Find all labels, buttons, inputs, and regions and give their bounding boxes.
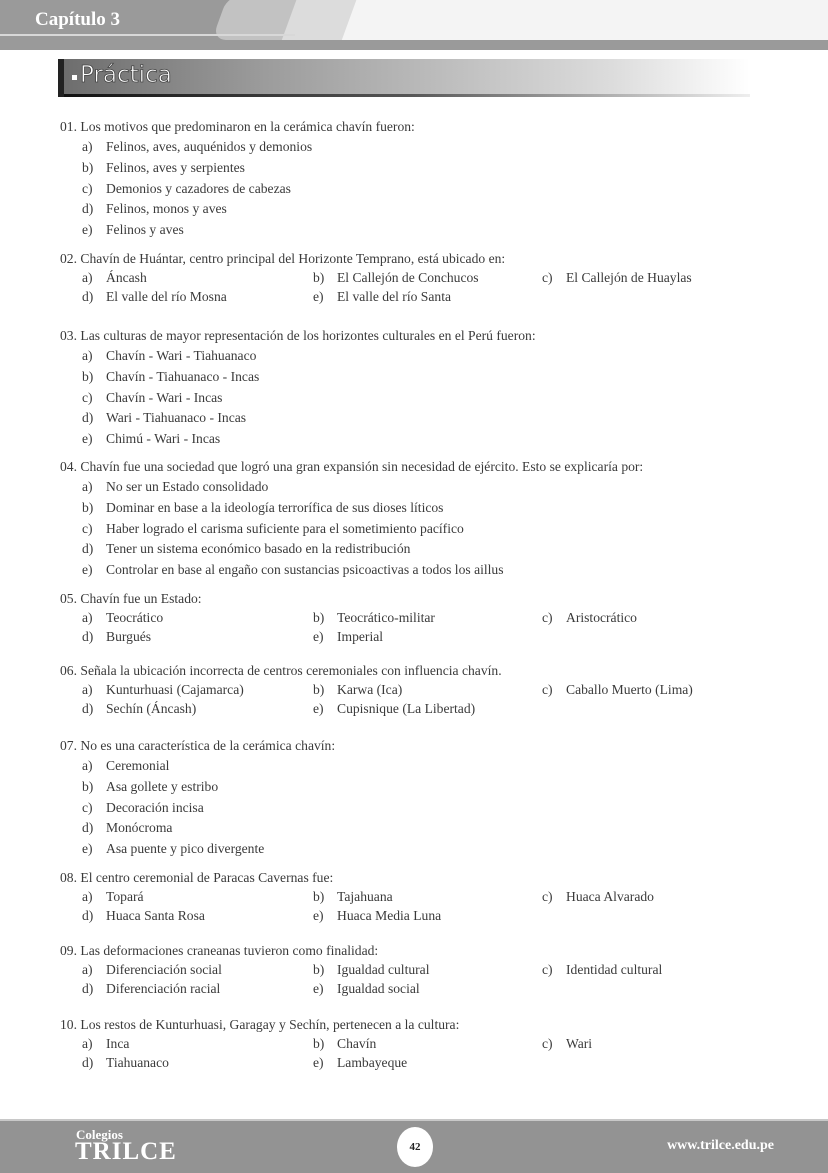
answer-option [542, 960, 662, 979]
option-letter: b) [82, 368, 94, 384]
option-text: Aristocrático [566, 610, 637, 625]
answer-option [82, 777, 218, 796]
option-text: Decoración incisa [106, 799, 204, 815]
answer-option [82, 268, 147, 287]
answer-option [313, 979, 420, 998]
option-text: Haber logrado el carisma suficiente para el sometimiento pacífico [106, 520, 464, 536]
option-text: Identidad cultural [566, 962, 663, 977]
bullet-icon [72, 75, 77, 80]
question [60, 736, 760, 857]
option-letter: a) [82, 479, 93, 494]
option-text: El Callejón de Conchucos [337, 270, 479, 285]
option-text: Tiahuanaco [106, 1054, 169, 1070]
option-text: Felinos y aves [106, 222, 184, 238]
answer-option [82, 220, 184, 239]
answer-option [313, 627, 383, 646]
option-text: Chavín - Wari - Tiahuanaco [106, 348, 257, 363]
question-stem: 04. Chavín fue una sociedad que logró una gran expansión sin necesidad de ejército. Esto se explicaría por: [60, 459, 644, 474]
option-letter: e) [82, 562, 93, 578]
page-footer [0, 1119, 828, 1173]
option-letter: d) [82, 820, 94, 836]
option-text: Felinos, aves, auquénidos y demonios [106, 139, 313, 154]
answer-option [313, 960, 429, 979]
option-letter: e) [313, 628, 324, 644]
answer-option [82, 367, 259, 386]
option-text: Chavín - Wari - Incas [106, 389, 223, 405]
question-stem: 07. No es una característica de la cerámica chavín: [60, 738, 336, 753]
answer-option [82, 408, 246, 427]
option-letter: e) [82, 841, 93, 857]
answer-option [82, 979, 220, 998]
option-text: Topará [106, 889, 144, 904]
option-text: Tener un sistema económico basado en la redistribución [106, 541, 411, 557]
option-letter: d) [82, 1054, 94, 1070]
option-letter: b) [313, 610, 325, 625]
answer-option [82, 887, 144, 906]
option-letter: b) [313, 1036, 325, 1051]
option-text: El valle del río Santa [337, 288, 452, 304]
answer-option [313, 608, 435, 627]
option-text: Chavín [337, 1036, 377, 1051]
answer-option [313, 906, 441, 925]
option-text: Felinos, monos y aves [106, 201, 227, 217]
answer-option [542, 1034, 592, 1053]
option-letter: a) [82, 1036, 93, 1051]
question [60, 941, 760, 996]
option-letter: c) [82, 389, 93, 405]
option-letter: b) [82, 159, 94, 175]
option-letter: e) [313, 288, 324, 304]
answer-option [313, 268, 479, 287]
option-letter: d) [82, 201, 94, 217]
option-letter: c) [82, 520, 93, 536]
header-divider [0, 34, 295, 36]
option-letter: c) [542, 270, 553, 285]
answer-option [82, 287, 227, 306]
option-letter: e) [313, 980, 324, 996]
option-text: Monócroma [106, 820, 173, 836]
website-url: www.trilce.edu.pe [667, 1138, 774, 1153]
option-letter: d) [82, 628, 94, 644]
answer-option [82, 756, 169, 775]
question-stem: 01. Los motivos que predominaron en la cerámica chavín fueron: [60, 119, 415, 134]
option-letter: c) [542, 682, 553, 697]
question [60, 868, 760, 923]
option-letter: a) [82, 270, 93, 285]
answer-option [82, 839, 264, 858]
option-text: Huaca Santa Rosa [106, 907, 205, 923]
question-stem: 10. Los restos de Kunturhuasi, Garagay y Sechín, pertenecen a la cultura: [60, 1017, 460, 1032]
option-letter: b) [313, 889, 325, 904]
answer-option [82, 346, 256, 365]
question [60, 661, 760, 716]
page-header [0, 0, 828, 50]
option-letter: b) [82, 778, 94, 794]
option-text: Demonios y cazadores de cabezas [106, 180, 291, 196]
answer-option [82, 199, 227, 218]
option-letter: b) [313, 682, 325, 697]
option-text: Burgués [106, 628, 152, 644]
option-text: Wari [566, 1036, 593, 1051]
option-letter: d) [82, 907, 94, 923]
option-letter: b) [82, 499, 94, 515]
option-letter: b) [313, 270, 325, 285]
option-letter: c) [542, 962, 553, 977]
section-title: Práctica [80, 62, 172, 88]
option-letter: c) [82, 180, 93, 196]
option-text: Asa puente y pico divergente [106, 841, 265, 857]
question-stem: 05. Chavín fue un Estado: [60, 591, 202, 606]
answer-option [82, 1034, 129, 1053]
option-letter: d) [82, 410, 94, 426]
answer-option [313, 680, 402, 699]
option-text: Igualdad social [337, 980, 420, 996]
option-text: Imperial [337, 628, 384, 644]
answer-option [82, 429, 220, 448]
option-text: Diferenciación racial [106, 980, 221, 996]
chapter-title: Capítulo 3 [35, 9, 120, 30]
answer-option [82, 1053, 169, 1072]
option-letter: e) [313, 700, 324, 716]
question-stem: 02. Chavín de Huántar, centro principal del Horizonte Temprano, está ubicado en: [60, 251, 506, 266]
option-text: Lambayeque [337, 1054, 408, 1070]
option-text: Inca [106, 1036, 130, 1051]
answer-option [82, 960, 222, 979]
question [60, 1015, 760, 1070]
option-text: Asa gollete y estribo [106, 778, 219, 794]
section-banner [58, 59, 750, 97]
brand-label: Colegios [76, 1127, 123, 1142]
option-text: Igualdad cultural [337, 962, 430, 977]
answer-option [82, 179, 291, 198]
option-text: Ceremonial [106, 758, 170, 773]
question-stem: 06. Señala la ubicación incorrecta de centros ceremoniales con influencia chavín. [60, 663, 502, 678]
option-text: Sechín (Áncash) [106, 700, 197, 716]
option-text: No ser un Estado consolidado [106, 479, 269, 494]
option-letter: d) [82, 700, 94, 716]
option-text: El Callejón de Huaylas [566, 270, 692, 285]
option-text: El valle del río Mosna [106, 288, 227, 304]
answer-option [82, 539, 410, 558]
option-text: Teocrático [106, 610, 164, 625]
option-letter: a) [82, 962, 93, 977]
answer-option [542, 680, 693, 699]
option-letter: c) [542, 610, 553, 625]
option-letter: a) [82, 610, 93, 625]
answer-option [82, 680, 244, 699]
answer-option [82, 498, 443, 517]
option-text: Cupisnique (La Libertad) [337, 700, 476, 716]
question [60, 117, 760, 238]
answer-option [82, 477, 268, 496]
question-stem: 08. El centro ceremonial de Paracas Cavernas fue: [60, 870, 334, 885]
answer-option [82, 627, 151, 646]
option-letter: e) [313, 1054, 324, 1070]
answer-option [313, 887, 393, 906]
option-letter: c) [542, 889, 553, 904]
answer-option [82, 158, 245, 177]
option-letter: a) [82, 682, 93, 697]
option-letter: d) [82, 288, 94, 304]
option-text: Áncash [106, 270, 147, 285]
option-letter: a) [82, 139, 93, 154]
option-text: Dominar en base a la ideología terrorífica de sus dioses líticos [106, 499, 444, 515]
question [60, 326, 760, 447]
option-text: Huaca Media Luna [337, 907, 442, 923]
question [60, 457, 760, 578]
answer-option [313, 1034, 376, 1053]
answer-option [82, 906, 205, 925]
answer-option [82, 388, 222, 407]
question-stem: 09. Las deformaciones craneanas tuvieron como finalidad: [60, 943, 379, 958]
option-letter: c) [542, 1036, 553, 1051]
page-number: 42 [397, 1127, 433, 1167]
option-text: Diferenciación social [106, 962, 222, 977]
option-letter: e) [82, 431, 93, 447]
option-letter: b) [313, 962, 325, 977]
answer-option [313, 287, 451, 306]
option-text: Chimú - Wari - Incas [106, 431, 221, 447]
option-letter: c) [82, 799, 93, 815]
question [60, 589, 760, 644]
option-text: Wari - Tiahuanaco - Incas [106, 410, 247, 426]
option-text: Karwa (Ica) [337, 682, 403, 697]
question [60, 249, 760, 304]
option-text: Caballo Muerto (Lima) [566, 682, 693, 697]
option-text: Felinos, aves y serpientes [106, 159, 245, 175]
answer-option [82, 798, 204, 817]
option-letter: e) [82, 222, 93, 238]
option-letter: e) [313, 907, 324, 923]
option-text: Teocrático-militar [337, 610, 435, 625]
option-text: Chavín - Tiahuanaco - Incas [106, 368, 260, 384]
option-letter: a) [82, 889, 93, 904]
option-text: Kunturhuasi (Cajamarca) [106, 682, 244, 697]
answer-option [82, 699, 196, 718]
option-text: Controlar en base al engaño con sustancias psicoactivas a todos los aillus [106, 562, 504, 578]
answer-option [313, 699, 475, 718]
answer-option [82, 608, 163, 627]
option-letter: d) [82, 541, 94, 557]
option-text: Huaca Alvarado [566, 889, 654, 904]
answer-option [542, 608, 637, 627]
answer-option [82, 519, 464, 538]
answer-option [82, 818, 172, 837]
option-letter: a) [82, 348, 93, 363]
answer-option [542, 887, 654, 906]
option-text: Tajahuana [337, 889, 393, 904]
answer-option [313, 1053, 407, 1072]
option-letter: a) [82, 758, 93, 773]
option-letter: d) [82, 980, 94, 996]
answer-option [542, 268, 692, 287]
answer-option [82, 137, 312, 156]
question-stem: 03. Las culturas de mayor representación de los horizontes culturales en el Perú fueron: [60, 328, 536, 343]
brand-logo: TRILCE [75, 1138, 177, 1165]
answer-option [82, 560, 504, 579]
